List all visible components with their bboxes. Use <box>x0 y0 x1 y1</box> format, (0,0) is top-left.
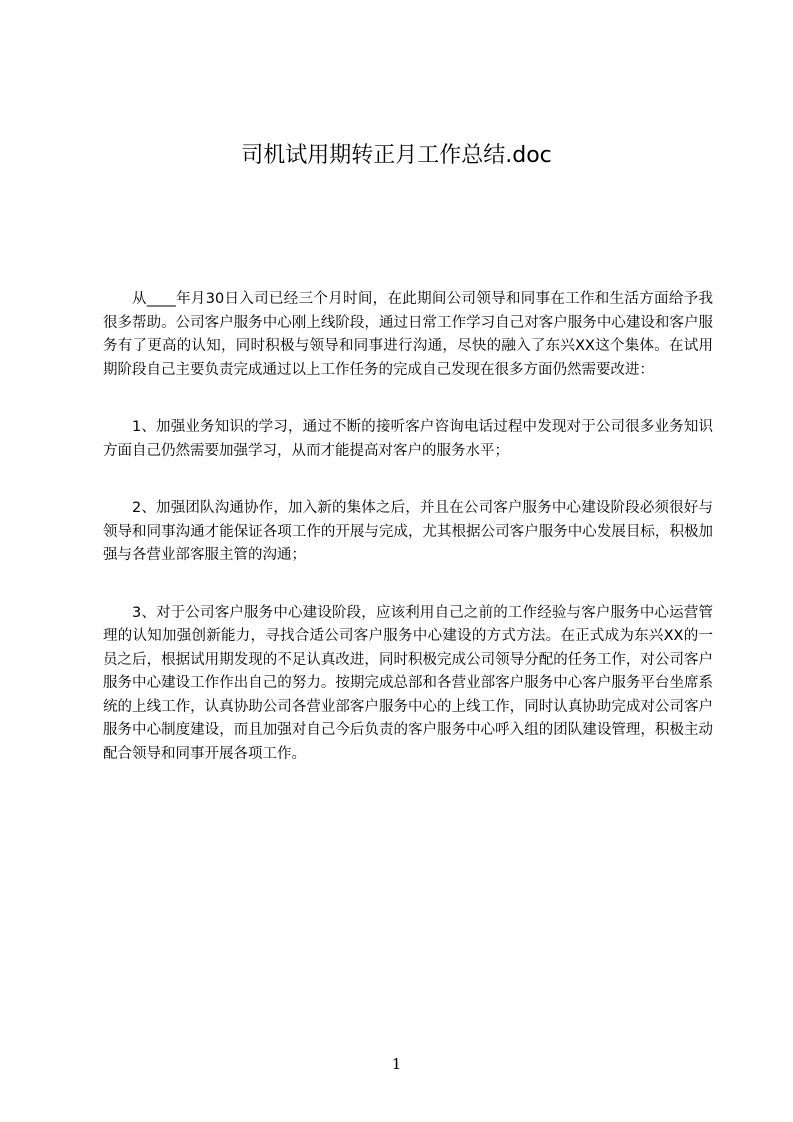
paragraph-item-1: 1、加强业务知识的学习，通过不断的接听客户咨询电话过程中发现对于公司很多业务知识方面自己仍然需要加强学习，从而才能提高对客户的服务水平； <box>103 419 713 459</box>
paragraph-intro: 从____年月30日入司已经三个月时间，在此期间公司领导和同事在工作和生活方面给予我很多帮助。公司客户服务中心刚上线阶段，通过日常工作学习自己对客户服务中心建设和客户服务有了更高的认知，同时积极与领导和同事进行沟通，尽快的融入了东兴XX这个集体。在试用期阶段自己主要负责完成通过以上工作任务的完成自己发现在很多方面仍然需要改进： <box>103 291 713 378</box>
page-number: 1 <box>391 1055 402 1073</box>
paragraph-item-3: 3、对于公司客户服务中心建设阶段，应该利用自己之前的工作经验与客户服务中心运营管理的认知加强创新能力，寻找合适公司客户服务中心建设的方式方法。在正式成为东兴XX的一员之后，根据试用期发现的不足认真改进，同时积极完成公司领导分配的任务工作，对公司客户服务中心建设工作作出自己的努力。按期完成总部和各营业部客户服务中心客户服务平台坐席系统的上线工作，认真协助公司各营业部客户服务中心的上线工作，同时认真协助完成对公司客户服务中心制度建设，而且加强对自己今后负责的客户服务中心呼入组的团队建设管理，积极主动配合领导和同事开展各项工作。 <box>103 604 713 762</box>
document-body <box>103 288 713 800</box>
document-title: 司机试用期转正月工作总结.doc <box>241 143 552 168</box>
paragraph-item-2: 2、加强团队沟通协作，加入新的集体之后，并且在公司客户服务中心建设阶段必须很好与领导和同事沟通才能保证各项工作的开展与完成，尤其根据公司客户服务中心发展目标，积极加强与各营业部客服主管的沟通； <box>103 500 713 563</box>
